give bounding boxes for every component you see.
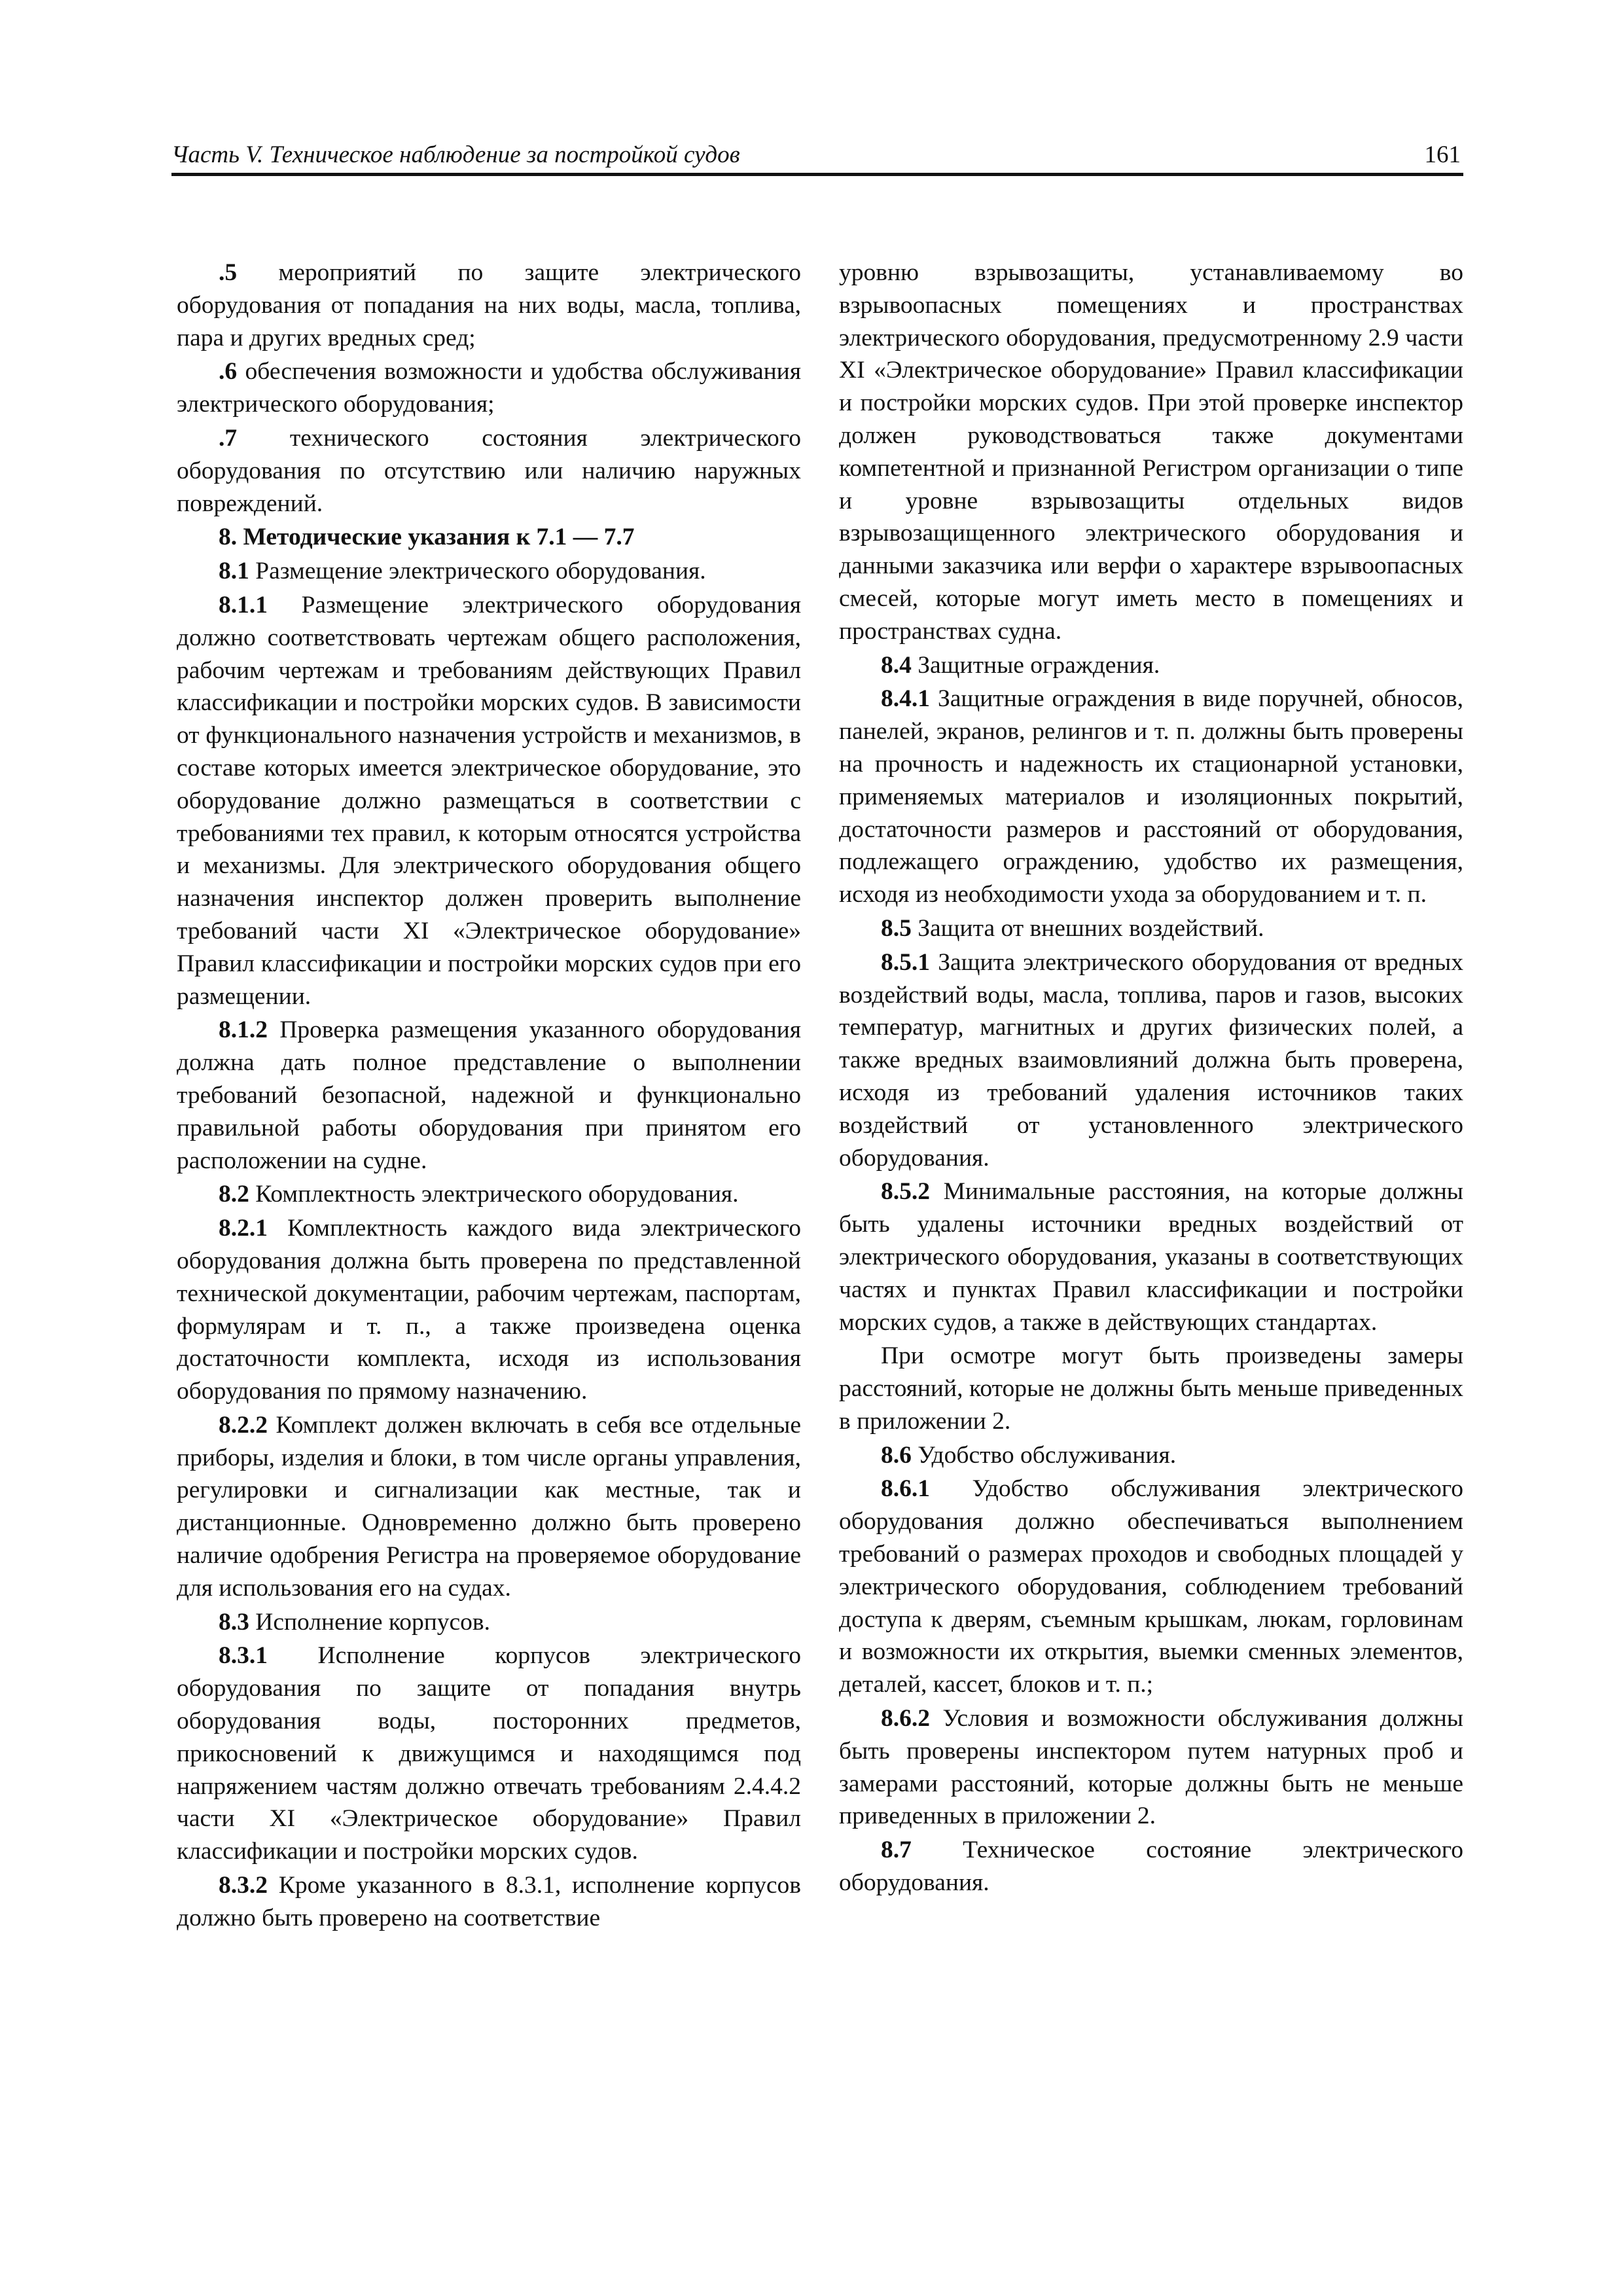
paragraph: уровню взрывозащиты, устанавливаемому во взрывоопасных помещениях и пространствах электрического оборудования, предусмотренному 2.9 части XI «Электрическое оборудование» Правил классификации и постройки морских судов. При этой проверке инспектор должен руководствоваться также документами компетентной и признанной Регистром организации о типе и уровне взрывозащиты отдельных видов взрывозащищенного электрического оборудования и данными заказчика или верфи о характере взрывоопасных смесей, которые могут иметь место в помещениях и пространствах судна. — [839, 259, 1463, 645]
page-number: 161 — [1424, 141, 1461, 168]
paragraph: 8.6 Удобство обслуживания. — [881, 1441, 1177, 1469]
paragraph: 8.4 Защитные ограждения. — [881, 651, 1160, 679]
paragraph: 8.1 Размещение электрического оборудования. — [219, 558, 706, 585]
right-column — [839, 255, 1463, 1899]
paragraph: 8.2 Комплектность электрического оборудования. — [219, 1181, 739, 1208]
paragraph: 8.5.2 Минимальные расстояния, на которые должны быть удалены источники вредных воздействий от электрического оборудования, указаны в соответствующих частях и пунктах Правил классификации и постройки морских судов, а также в действующих стандартах. — [839, 1178, 1463, 1336]
paragraph: 8.3 Исполнение корпусов. — [219, 1608, 490, 1636]
header-title: Часть V. Техническое наблюдение за постройкой судов — [171, 141, 740, 168]
paragraph: 8.5 Защита от внешних воздействий. — [881, 914, 1264, 942]
paragraph: 8.2.2 Комплект должен включать в себя все отдельные приборы, изделия и блоки, в том числе органы управления, регулировки и сигнализации как местные, так и дистанционные. Одновременно должно быть проверено наличие одобрения Регистра на проверяемое оборудование для использования его на судах. — [177, 1411, 801, 1602]
paragraph: 8.1.2 Проверка размещения указанного оборудования должна дать полное представление о выполнении требований безопасной, надежной и функционально правильной работы оборудования при принятом его расположении на судне. — [177, 1016, 801, 1174]
paragraph: 8.3.1 Исполнение корпусов электрического оборудования по защите от попадания внутрь оборудования воды, посторонних предметов, прикосновений к движущимся и находящимся под напряжением частям должно отвечать требованиям 2.4.4.2 части XI «Электрическое оборудование» Правил классификации и постройки морских судов. — [177, 1642, 801, 1865]
paragraph: 8.5.1 Защита электрического оборудования от вредных воздействий воды, масла, топлива, паров и газов, высоких температур, магнитных и других физических полей, а также вредных взаимовлияний должна быть проверена, исходя из требований удаления источников таких воздействий от установленного электрического оборудования. — [839, 948, 1463, 1172]
running-header — [171, 139, 1463, 176]
left-column — [177, 255, 801, 1935]
paragraph: .6 обеспечения возможности и удобства обслуживания электрического оборудования; — [177, 358, 801, 418]
paragraph: 8.6.2 Условия и возможности обслуживания должны быть проверены инспектором путем натурных проб и замерами расстояний, которые должны быть не меньше приведенных в приложении 2. — [839, 1705, 1463, 1830]
paragraph: 8.1.1 Размещение электрического оборудования должно соответствовать чертежам общего расположения, рабочим чертежам и требованиям действующих Правил классификации и постройки морских судов. В зависимости от функционального назначения устройств и механизмов, в составе которых имеется электрическое оборудование, это оборудование должно размещаться в соответствии с требованиями тех правил, к которым относятся устройства и механизмы. Для электрического оборудования общего назначения инспектор должен проверить выполнение требований части XI «Электрическое оборудование» Правил классификации и постройки морских судов при его размещении. — [177, 591, 801, 1010]
paragraph: При осмотре могут быть произведены замеры расстояний, которые не должны быть меньше приведенных в приложении 2. — [839, 1342, 1463, 1435]
paragraph: 8.4.1 Защитные ограждения в виде поручней, обносов, панелей, экранов, релингов и т. п. должны быть проверены на прочность и надежность их стационарной установки, применяемых материалов и изоляционных покрытий, достаточности размеров и расстояний от оборудования, подлежащего ограждению, удобство их размещения, исходя из необходимости ухода за оборудованием и т. п. — [839, 685, 1463, 908]
section-heading: 8. Методические указания к 7.1 — 7.7 — [219, 524, 635, 551]
paragraph: .5 мероприятий по защите электрического оборудования от попадания на них воды, масла, топлива, пара и других вредных сред; — [177, 259, 801, 351]
paragraph: 8.2.1 Комплектность каждого вида электрического оборудования должна быть проверена по представленной технической документации, рабочим чертежам, паспортам, формулярам и т. п., а также произведена оценка достаточности комплекта, исходя из использования оборудования по прямому назначению. — [177, 1215, 801, 1405]
paragraph: 8.3.2 Кроме указанного в 8.3.1, исполнение корпусов должно быть проверено на соответствие — [177, 1872, 801, 1931]
paragraph: 8.6.1 Удобство обслуживания электрического оборудования должно обеспечиваться выполнением требований о размерах проходов и свободных площадей у электрического оборудования, соблюдением требований доступа к дверям, съемным крышкам, люкам, горловинам и возможности их открытия, выемки сменных элементов, деталей, кассет, блоков и т. п.; — [839, 1475, 1463, 1698]
paragraph: .7 технического состояния электрического оборудования по отсутствию или наличию наружных повреждений. — [177, 424, 801, 517]
paragraph: 8.7 Техническое состояние электрического оборудования. — [839, 1837, 1463, 1897]
